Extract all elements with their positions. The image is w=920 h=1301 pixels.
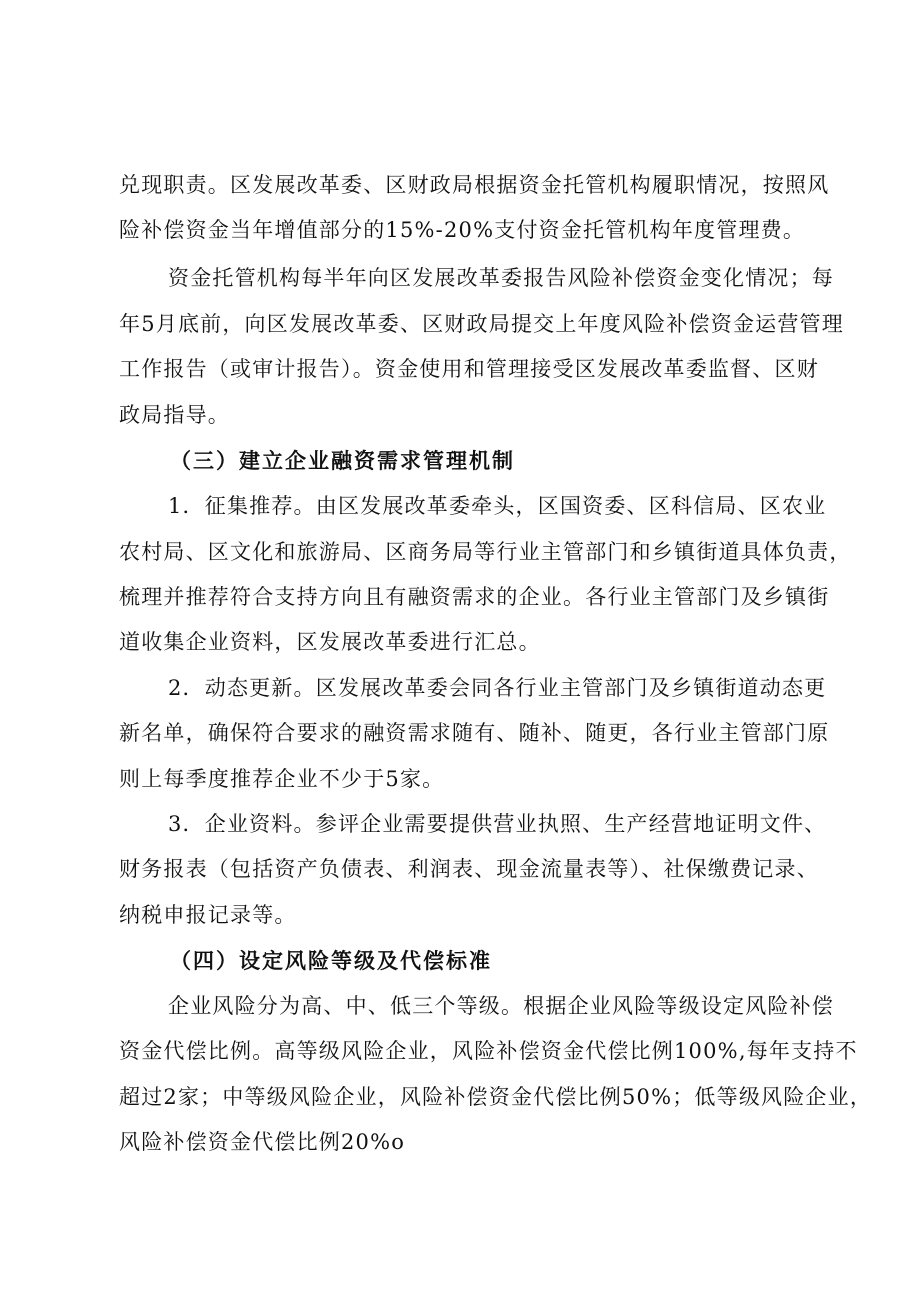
paragraph-2-line-3: 工作报告（或审计报告）。资金使用和管理接受区发展改革委监督、区财 bbox=[119, 357, 819, 381]
paragraph-1-line-2: 险补偿资金当年增值部分的15%-20%支付资金托管机构年度管理费。 bbox=[119, 218, 806, 242]
paragraph-2-line-4: 政局指导。 bbox=[119, 403, 230, 427]
paragraph-4-line-1: 2．动态更新。区发展改革委会同各行业主管部门及乡镇街道动态更 bbox=[168, 676, 827, 700]
paragraph-6-line-2: 资金代偿比例。高等级风险企业，风险补偿资金代偿比例100%,每年支持不 bbox=[119, 1039, 858, 1063]
paragraph-5-line-2: 财务报表（包括资产负债表、利润表、现金流量表等）、社保缴费记录、 bbox=[119, 857, 819, 881]
paragraph-5-line-3: 纳税申报记录等。 bbox=[119, 903, 297, 927]
paragraph-3-line-2: 农村局、区文化和旅游局、区商务局等行业主管部门和乡镇街道具体负责， bbox=[119, 540, 852, 564]
paragraph-4-line-2: 新名单，确保符合要求的融资需求随有、随补、随更，各行业主管部门原 bbox=[119, 721, 830, 745]
paragraph-6-line-4: 风险补偿资金代偿比例20%o bbox=[119, 1130, 406, 1154]
paragraph-6-line-3: 超过2家；中等级风险企业，风险补偿资金代偿比例50%；低等级风险企业， bbox=[119, 1085, 873, 1109]
paragraph-2-line-2: 年5月底前，向区发展改革委、区财政局提交上年度风险补偿资金运营管理 bbox=[119, 312, 844, 336]
paragraph-3-line-3: 梳理并推荐符合支持方向且有融资需求的企业。各行业主管部门及乡镇街 bbox=[119, 585, 830, 609]
paragraph-3-line-4: 道收集企业资料，区发展改革委进行汇总。 bbox=[119, 630, 541, 654]
paragraph-5-line-1: 3．企业资料。参评企业需要提供营业执照、生产经营地证明文件、 bbox=[168, 812, 827, 836]
paragraph-3-line-1: 1．征集推荐。由区发展改革委牵头，区国资委、区科信局、区农业 bbox=[168, 494, 827, 518]
paragraph-4-line-3: 则上每季度推荐企业不少于5家。 bbox=[119, 767, 445, 791]
paragraph-6-line-1: 企业风险分为高、中、低三个等级。根据企业风险等级设定风险补偿 bbox=[168, 994, 834, 1018]
section-heading-3: （三）建立企业融资需求管理机制 bbox=[170, 448, 515, 473]
section-heading-4: （四）设定风险等级及代偿标准 bbox=[170, 948, 492, 973]
paragraph-1-line-1: 兑现职责。区发展改革委、区财政局根据资金托管机构履职情况，按照风 bbox=[119, 173, 830, 197]
paragraph-2-line-1: 资金托管机构每半年向区发展改革委报告风险补偿资金变化情况；每 bbox=[168, 266, 834, 290]
